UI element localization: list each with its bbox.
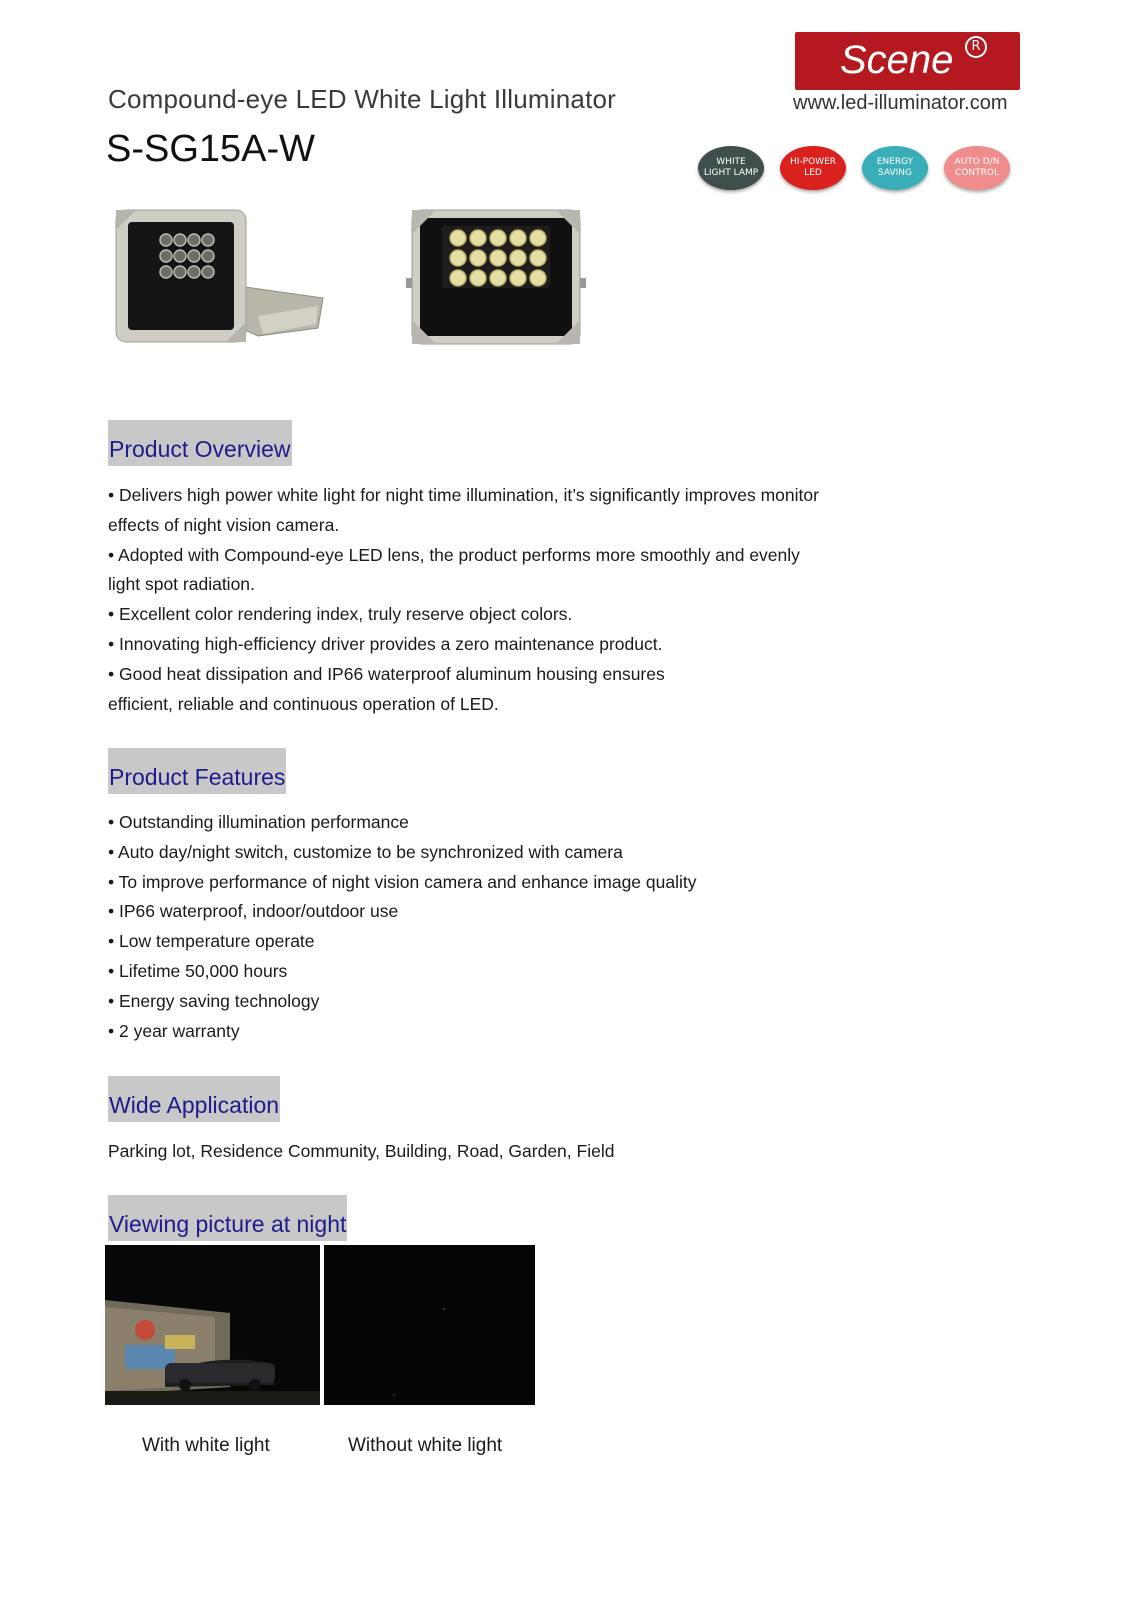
section-title-features: Product Features: [108, 748, 286, 794]
badge-hi-power-led: HI-POWER LED: [780, 146, 846, 190]
night-photo-without-light: [324, 1245, 535, 1405]
overview-paragraph: • Good heat dissipation and IP66 waterproof aluminum housing ensures efficient, reliable and continuous operation of LED.: [108, 663, 665, 714]
caption-without-light: Without white light: [348, 1435, 503, 1456]
section-title-overview: Product Overview: [108, 420, 292, 466]
brand-logo: [795, 32, 1020, 90]
section-title-night: Viewing picture at night: [108, 1195, 347, 1241]
feature-badges: [698, 146, 1010, 190]
product-subtitle: Compound-eye LED White Light Illuminator: [108, 84, 617, 114]
overview-paragraph: • Innovating high-efficiency driver provides a zero maintenance product.: [108, 633, 663, 654]
badge-energy-saving: ENERGY SAVING: [862, 146, 928, 190]
list-item: • IP66 waterproof, indoor/outdoor use: [108, 901, 399, 922]
features-list: [108, 808, 828, 1046]
list-item: • Low temperature operate: [108, 931, 315, 952]
list-item: • Outstanding illumination performance: [108, 812, 409, 832]
product-image-front: [402, 206, 592, 356]
application-text: Parking lot, Residence Community, Building, Road, Garden, Field: [108, 1141, 615, 1161]
overview-paragraph: • Delivers high power white light for night time illumination, it’s significantly improves monitor effects of night vision camera.: [108, 485, 819, 535]
section-title-application: Wide Application: [108, 1076, 280, 1122]
overview-text: [108, 481, 828, 719]
logo-text: Scene: [840, 38, 954, 82]
caption-with-light: With white light: [142, 1435, 270, 1456]
website-url: www.led-illuminator.com: [793, 92, 1008, 114]
badge-white-light-lamp: WHITE LIGHT LAMP: [698, 146, 764, 190]
product-image-angled: [108, 206, 338, 356]
list-item: • Lifetime 50,000 hours: [108, 960, 288, 981]
list-item: • 2 year warranty: [108, 1020, 240, 1041]
overview-paragraph: • Excellent color rendering index, truly reserve object colors.: [108, 604, 573, 625]
badge-auto-dn-control: AUTO D/N CONTROL: [944, 146, 1010, 190]
product-model: S-SG15A-W: [106, 128, 316, 170]
list-item: • To improve performance of night vision camera and enhance image quality: [108, 871, 697, 892]
list-item: • Energy saving technology: [108, 990, 320, 1011]
registered-mark-icon: R: [965, 36, 987, 58]
list-item: • Auto day/night switch, customize to be synchronized with camera: [108, 841, 623, 862]
night-photo-with-light: [105, 1245, 320, 1405]
overview-paragraph: • Adopted with Compound-eye LED lens, the product performs more smoothly and evenly light spot radiation.: [108, 544, 800, 595]
